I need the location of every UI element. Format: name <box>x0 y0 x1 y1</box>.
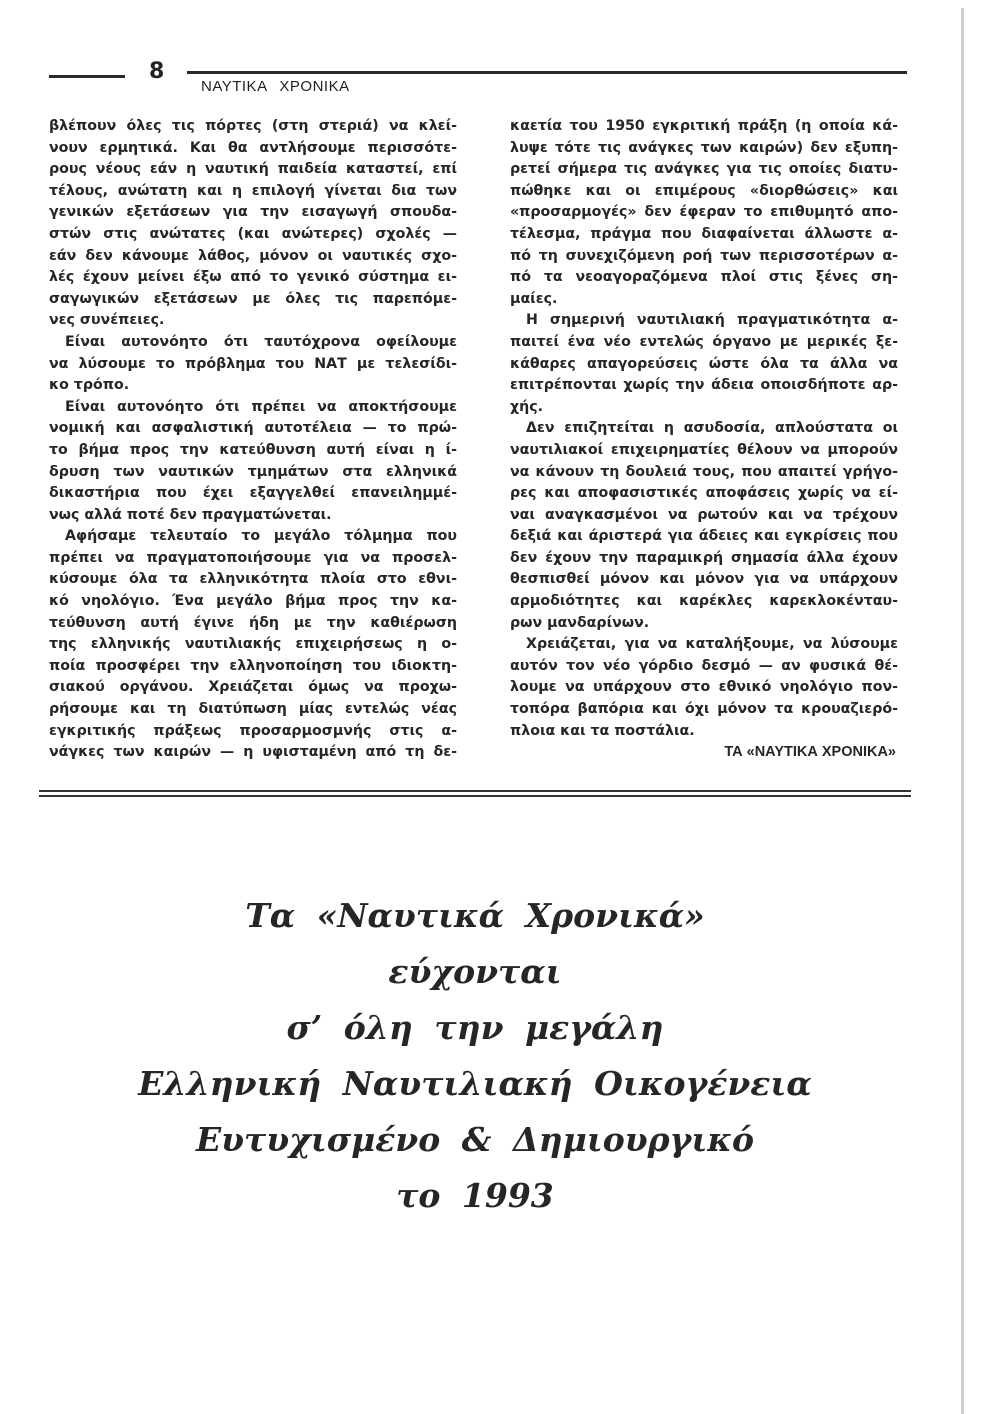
text-line: «προσαρμογές» δεν έφεραν το επιθυμητό απο- <box>510 204 898 221</box>
text-line: νομική και ασφαλιστική αυτοτέλεια — το πρώ- <box>49 420 457 437</box>
text-line: χής. <box>510 398 544 415</box>
text-line: νουν ερμητικά. Και θα αντλήσουμε περισσότε- <box>49 139 457 156</box>
text-line: Είναι αυτονόητο ότι πρέπει να αποκτήσουμε <box>65 398 457 415</box>
text-line: τοπόρα βαπόρια και όχι μόνον τα κρουαζιερό- <box>510 701 898 718</box>
text-line: Χρειάζεται, για να καταλήξουμε, να λύσουμε <box>526 636 898 653</box>
text-line: ρήσουμε και τη διατύπωση μίας εντελώς νέας <box>49 701 457 718</box>
header-rule-left <box>49 75 125 78</box>
text-line: της ελληνικής ναυτιλιακής επιχειρήσεως η ο- <box>49 636 457 653</box>
text-line: κύσουμε όλα τα ελληνικότητα πλοία στο εθνι- <box>49 571 457 588</box>
text-line: στών στις ανώτατες (και ανώτερες) σχολές — <box>49 225 457 242</box>
text-line: ναυτιλιακοί επιχειρηματίες θέλουν να μπορούν <box>510 441 898 458</box>
text-line: πλοια και τα ποστάλια. <box>510 722 695 739</box>
page-edge <box>961 8 964 1414</box>
text-line: εάν δεν κάνουμε λάθος, μόνον οι ναυτικές σχο- <box>49 247 457 264</box>
new-year-greeting <box>40 888 910 1224</box>
text-line: να κάνουν τη δουλειά τους, που απαιτεί γρήγο- <box>510 463 898 480</box>
greeting-line: Τα «Ναυτικά Χρονικά» <box>245 896 705 935</box>
text-line: Είναι αυτονόητο ότι ταυτόχρονα οφείλουμε <box>65 333 457 350</box>
text-line: παιτεί ένα νέο εντελώς όργανο με μερικές ξε- <box>510 333 898 350</box>
text-line: μαίες. <box>510 290 558 307</box>
text-line: ρετεί σήμερα τις ανάγκες για τις οποίες διατυ- <box>510 161 898 178</box>
text-line: ρων μανδαρίνων. <box>510 614 650 631</box>
text-line: πό τα νεοαγοραζόμενα πλοί στις ξένες ση- <box>510 269 898 286</box>
text-line: ναι αναγκασμένοι να ρωτούν και να τρέχουν <box>510 506 898 523</box>
text-line: δεν έχουν την παραμικρή σημασία άλλα έχουν <box>510 549 898 566</box>
text-line: νως αλλά ποτέ δεν πραγματώνεται. <box>49 506 332 523</box>
text-line: νες συνέπειες. <box>49 312 165 329</box>
text-line: σιακού οργάνου. Χρειάζεται όμως να προχω- <box>49 679 457 696</box>
publication-title: ΝΑΥΤΙΚΑ ΧΡΟΝΙΚΑ <box>201 78 350 95</box>
text-line: λές έχουν μείνει έξω από το γενικό σύστημα ει- <box>49 269 457 286</box>
text-line: δρυση των ναυτικών τμημάτων στα ελληνικά <box>49 463 457 480</box>
text-line: να λύσουμε το πρόβλημα του ΝΑΤ με τελεσίδι- <box>49 355 457 372</box>
text-line: γενικών εξετάσεων για την εισαγωγή σπουδα- <box>49 204 457 221</box>
text-line: κό νηολόγιο. Ένα μεγάλο βήμα προς την κα- <box>49 593 457 610</box>
text-line: τέλεσμα, πράγμα που διαφαίνεται άλλωστε α- <box>510 225 898 242</box>
text-line: αυτόν τον νέο γόρδιο δεσμό — αν φυσικά θέ- <box>510 657 898 674</box>
text-line: θεσπισθεί μόνον και μόνον για να υπάρχουν <box>510 571 898 588</box>
text-line: το βήμα προς την κατεύθυνση αυτή είναι η ί- <box>49 441 457 458</box>
text-line: πρέπει να πραγματοποιήσουμε για να προσελ- <box>49 549 457 566</box>
greeting-line: Ελληνική Ναυτιλιακή Οικογένεια <box>138 1064 812 1103</box>
article-column-right <box>510 116 898 764</box>
greeting-line: εύχονται <box>388 952 562 991</box>
section-divider <box>39 790 911 797</box>
text-line: εγκριτικής πράξεως προσαρμοσμνής στις α- <box>49 722 457 739</box>
text-line: Αφήσαμε τελευταίο το μεγάλο τόλμημα που <box>65 528 457 545</box>
text-line: πό τη συνεχιζόμενη ροή των περισσοτέρων α- <box>510 247 898 264</box>
text-line: αρμοδιότητες και καρέκλες καρεκλοκένταυ- <box>510 593 898 610</box>
text-line: πώθηκε και οι επιμέρους «διορθώσεις» και <box>510 182 898 199</box>
text-line: ρους νέους εάν η ναυτική παιδεία καταστεί, επί <box>49 161 457 178</box>
text-line: ρες και αποφασιστικές αποφάσεις χωρίς να εί- <box>510 485 898 502</box>
text-line: τέλους, ανώτατη και η επιλογή γίνεται δια των <box>49 182 457 199</box>
text-line: επιτρέπονται χωρίς την άδεια οποισδήποτε αρ- <box>510 377 898 394</box>
greeting-line: Ευτυχισμένο & Δημιουργικό <box>195 1120 755 1159</box>
text-line: κάθαρες απαγορεύσεις ώστε όλα τα άλλα να <box>510 355 898 372</box>
text-line: σαγωγικών εξετάσεων με όλες τις παρεπόμε- <box>49 290 457 307</box>
greeting-line: το 1993 <box>396 1176 554 1215</box>
greeting-line: σ’ όλη την μεγάλη <box>286 1008 664 1047</box>
text-line: ποία προσφέρει την ελληνοποίηση του ιδιοκτη- <box>49 657 457 674</box>
article-column-left <box>49 116 457 764</box>
page-number: 8 <box>149 59 165 84</box>
text-line: κο τρόπο. <box>49 377 130 394</box>
text-line: βλέπουν όλες τις πόρτες (στη στεριά) να κλεί- <box>49 118 457 134</box>
text-line: δικαστήρια που έχει εξαγγελθεί επανειλημμέ- <box>49 485 457 502</box>
text-line: Δεν επιζητείται η ασυδοσία, απλούστατα οι <box>526 420 898 437</box>
text-line: δεξιά και άριστερά για άδειες και εγκρίσεις που <box>510 528 898 545</box>
header-rule-right <box>187 71 907 74</box>
text-line: λουμε να υπάρχουν στο εθνικό νηολόγιο πον- <box>510 679 898 696</box>
text-line: τεύθυνση αυτή έγινε ήδη με την καθιέρωση <box>49 614 457 631</box>
text-line: Η σημερινή ναυτιλιακή πραγματικότητα α- <box>526 312 898 329</box>
text-line: λυψε τότε τις ανάγκες των καιρών) δεν εξυπη- <box>510 139 898 156</box>
text-line: καετία του 1950 εγκριτική πράξη (η οποία κά- <box>510 118 898 134</box>
article-signature: ΤΑ «ΝΑΥΤΙΚΑ ΧΡΟΝΙΚΑ» <box>724 744 896 761</box>
text-line: νάγκες των καιρών — η υφισταμένη από τη δε- <box>49 744 457 761</box>
